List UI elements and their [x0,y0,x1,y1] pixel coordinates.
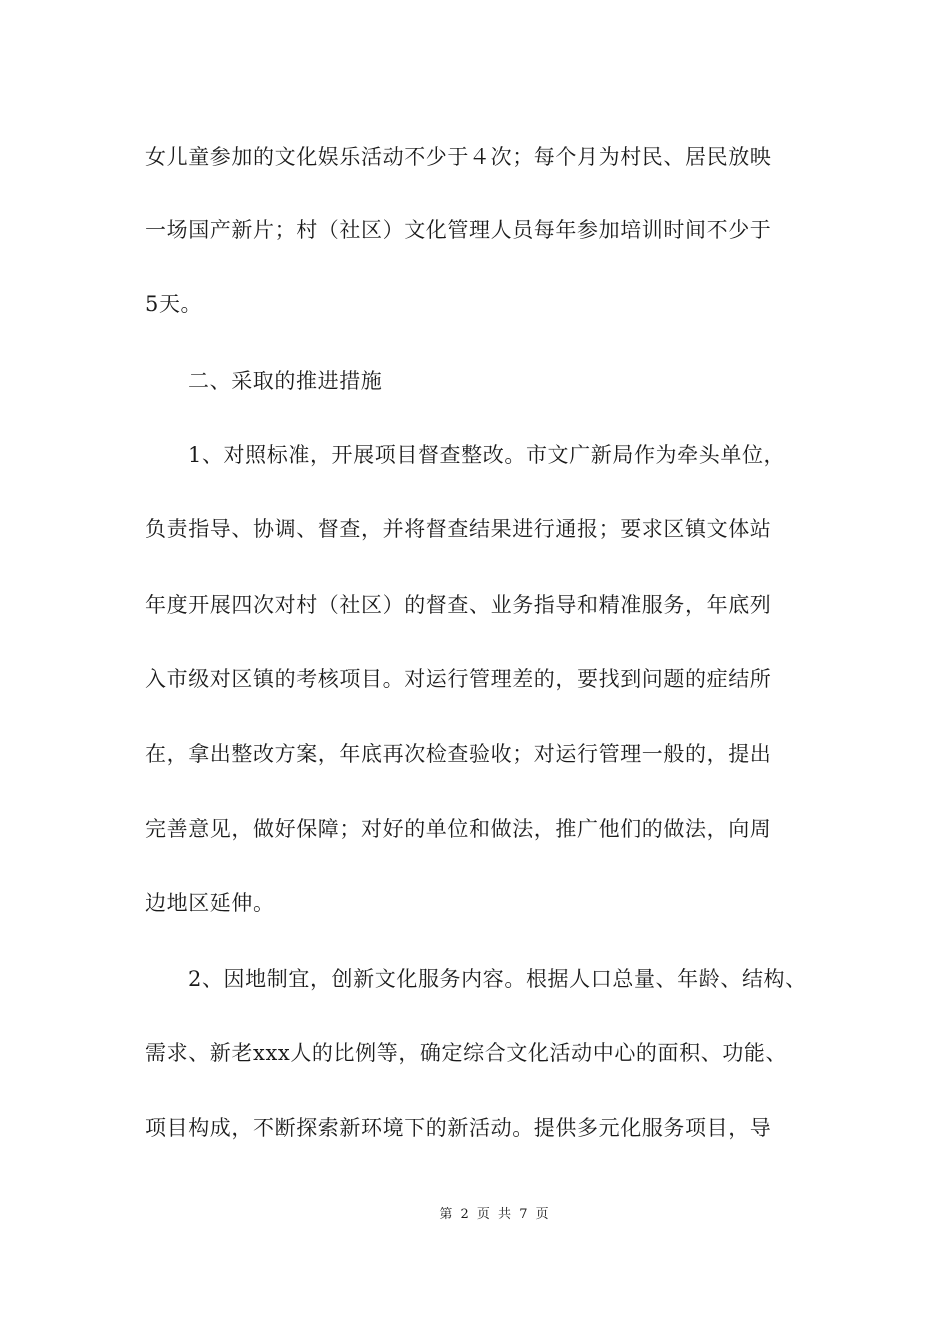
page-number-footer: 第 2 页 共 7 页 [439,1207,551,1222]
section-heading: 二、采取的推进措施 [188,369,383,393]
body-text-line: 完善意见，做好保障；对好的单位和做法，推广他们的做法，向周 [145,817,772,841]
body-text-line: 入市级对区镇的考核项目。对运行管理差的，要找到问题的症结所 [145,667,772,691]
body-text-line: 年度开展四次对村（社区）的督查、业务指导和精准服务，年底列 [145,593,772,617]
body-text-line: 边地区延伸。 [145,891,275,915]
body-text-line: 在，拿出整改方案，年底再次检查验收；对运行管理一般的，提出 [145,742,772,766]
body-text-line: 负责指导、协调、督查，并将督查结果进行通报；要求区镇文体站 [145,517,772,541]
body-text-line: 需求、新老xxx人的比例等，确定综合文化活动中心的面积、功能、 [145,1041,788,1065]
body-text-line: 5天。 [145,292,203,316]
paragraph-first-line: 1、对照标准，开展项目督查整改。市文广新局作为牵头单位， [188,443,786,467]
body-text-line: 一场国产新片；村（社区）文化管理人员每年参加培训时间不少于 [145,218,772,242]
body-text-line: 女儿童参加的文化娱乐活动不少于４次；每个月为村民、居民放映 [145,145,772,169]
body-text-line: 项目构成，不断探索新环境下的新活动。提供多元化服务项目，导 [145,1116,772,1140]
paragraph-first-line: 2、因地制宜，创新文化服务内容。根据人口总量、年龄、结构、 [188,967,807,991]
